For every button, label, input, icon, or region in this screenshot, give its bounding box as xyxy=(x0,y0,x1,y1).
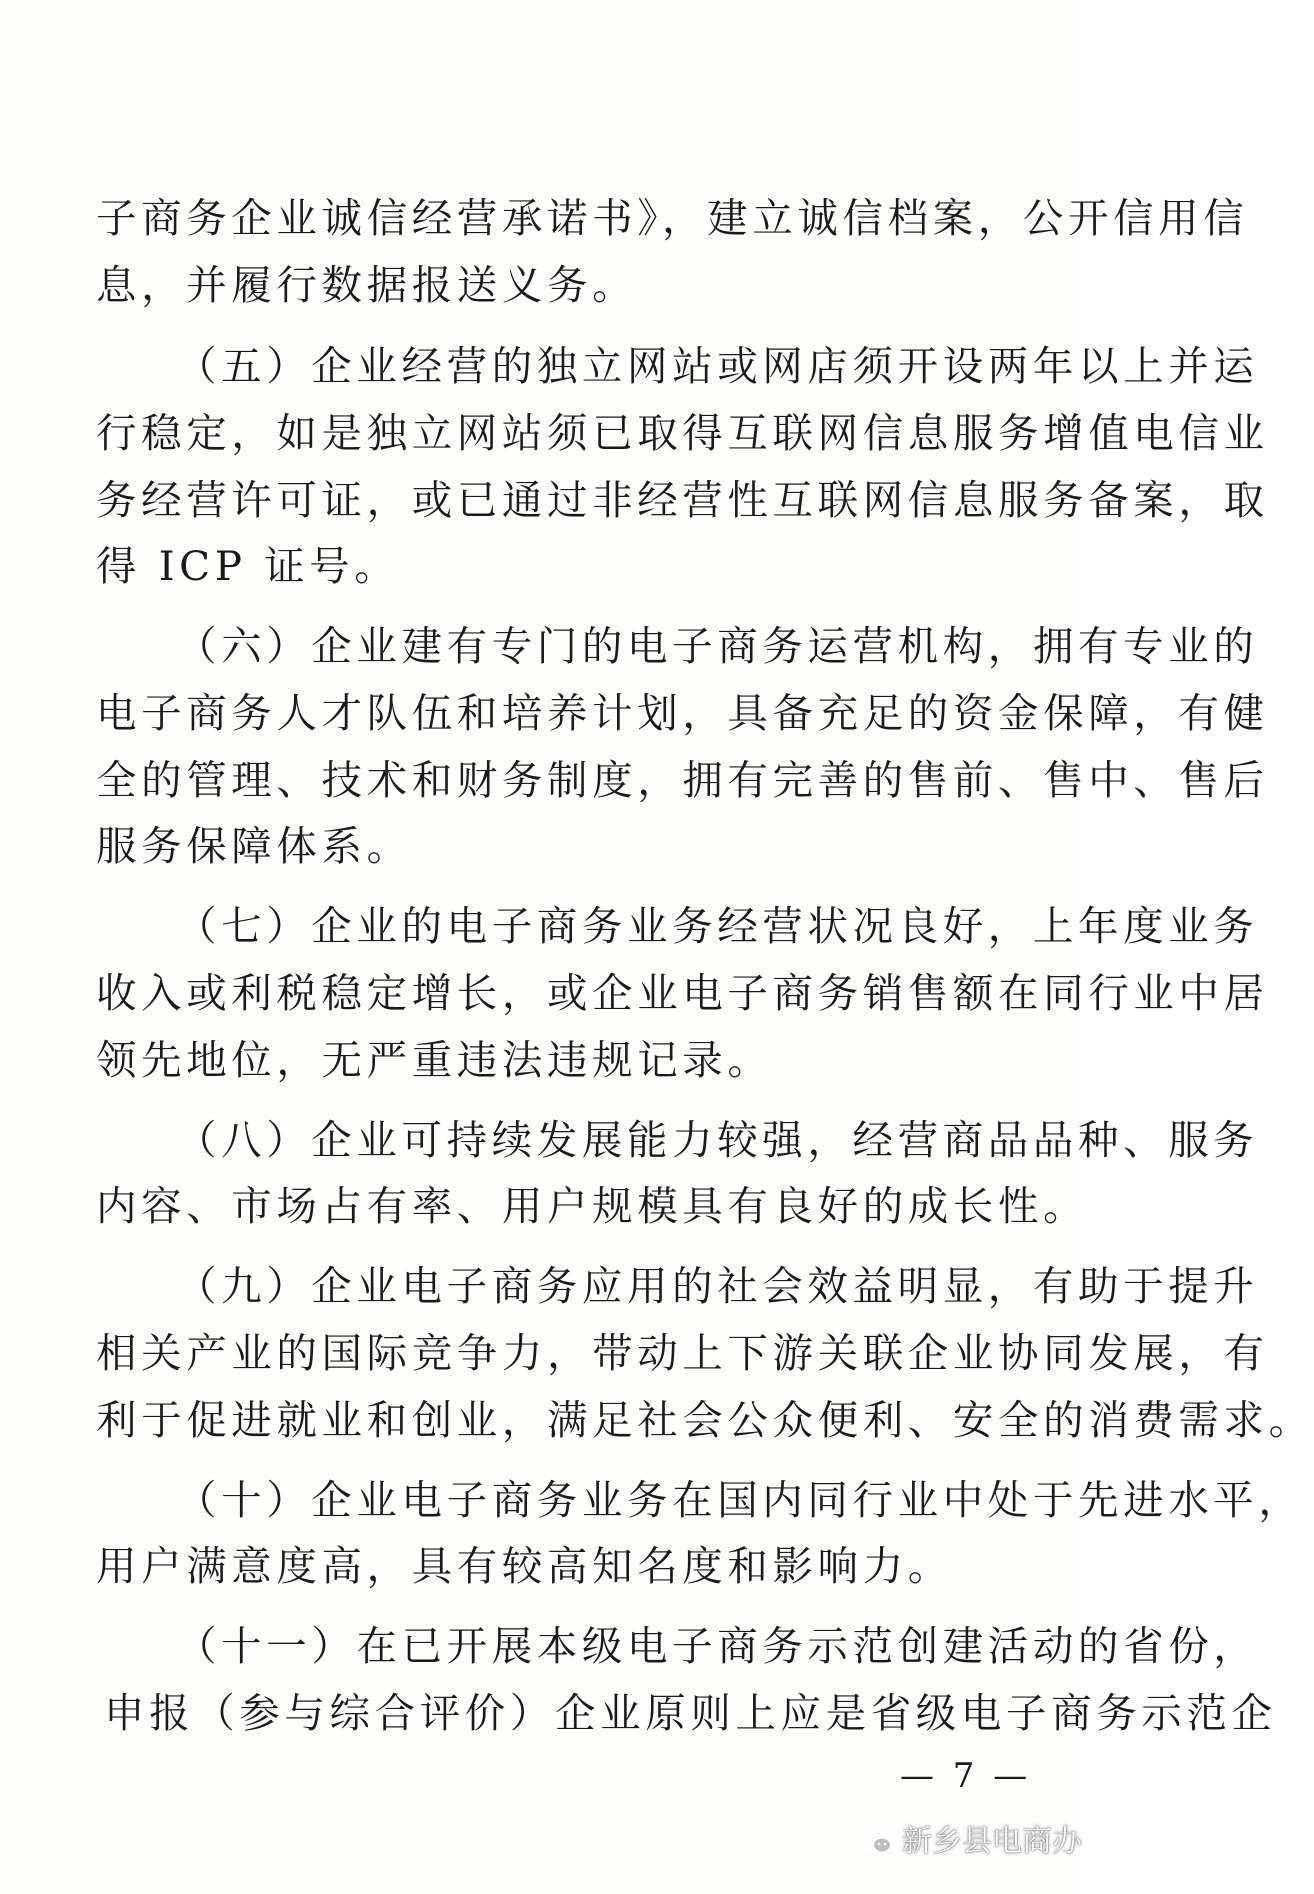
text-line: 领先地位，无严重违法违规记录。 xyxy=(96,1036,773,1084)
text-line: 行稳定，如是独立网站须已取得互联网信息服务增值电信业 xyxy=(96,409,1269,457)
text-line: 息，并履行数据报送义务。 xyxy=(96,261,638,309)
text-line: 申报（参与综合评价）企业原则上应是省级电子商务示范企 xyxy=(104,1689,1277,1737)
paragraph-9-start: （九）企业电子商务应用的社会效益明显，有助于提升 xyxy=(176,1262,1259,1310)
paragraph-11-start: （十一）在已开展本级电子商务示范创建活动的省份， xyxy=(176,1622,1259,1670)
text-line: 得 ICP 证号。 xyxy=(96,542,400,590)
text-line: 全的管理、技术和财务制度，拥有完善的售前、售中、售后 xyxy=(96,756,1269,804)
paragraph-6-start: （六）企业建有专门的电子商务运营机构，拥有专业的 xyxy=(176,622,1259,670)
text-line: 子商务企业诚信经营承诺书》，建立诚信档案，公开信用信 xyxy=(96,194,1249,242)
paragraph-7-start: （七）企业的电子商务业务经营状况良好，上年度业务 xyxy=(176,902,1259,950)
paragraph-8-start: （八）企业可持续发展能力较强，经营商品品种、服务 xyxy=(176,1116,1259,1164)
text-line: 收入或利税稳定增长，或企业电子商务销售额在同行业中居 xyxy=(96,969,1269,1017)
text-line: 相关产业的国际竞争力，带动上下游关联企业协同发展，有 xyxy=(96,1329,1269,1377)
watermark-text: 新乡县电商办 xyxy=(902,1824,1082,1859)
wechat-icon xyxy=(858,1827,894,1857)
text-line: 服务保障体系。 xyxy=(96,822,412,870)
paragraph-10-start: （十）企业电子商务业务在国内同行业中处于先进水平， xyxy=(176,1476,1304,1524)
text-line: 电子商务人才队伍和培养计划，具备充足的资金保障，有健 xyxy=(96,689,1269,737)
text-line: 内容、市场占有率、用户规模具有良好的成长性。 xyxy=(96,1182,1089,1230)
page-number: — 7 — xyxy=(900,1756,1032,1796)
text-line: 利于促进就业和创业，满足社会公众便利、安全的消费需求。 xyxy=(96,1396,1314,1444)
text-line: 用户满意度高，具有较高知名度和影响力。 xyxy=(96,1542,953,1590)
text-line: 务经营许可证，或已通过非经营性互联网信息服务备案，取 xyxy=(96,476,1269,524)
paragraph-5-start: （五）企业经营的独立网站或网店须开设两年以上并运 xyxy=(176,342,1259,390)
wechat-watermark xyxy=(858,1820,1082,1864)
